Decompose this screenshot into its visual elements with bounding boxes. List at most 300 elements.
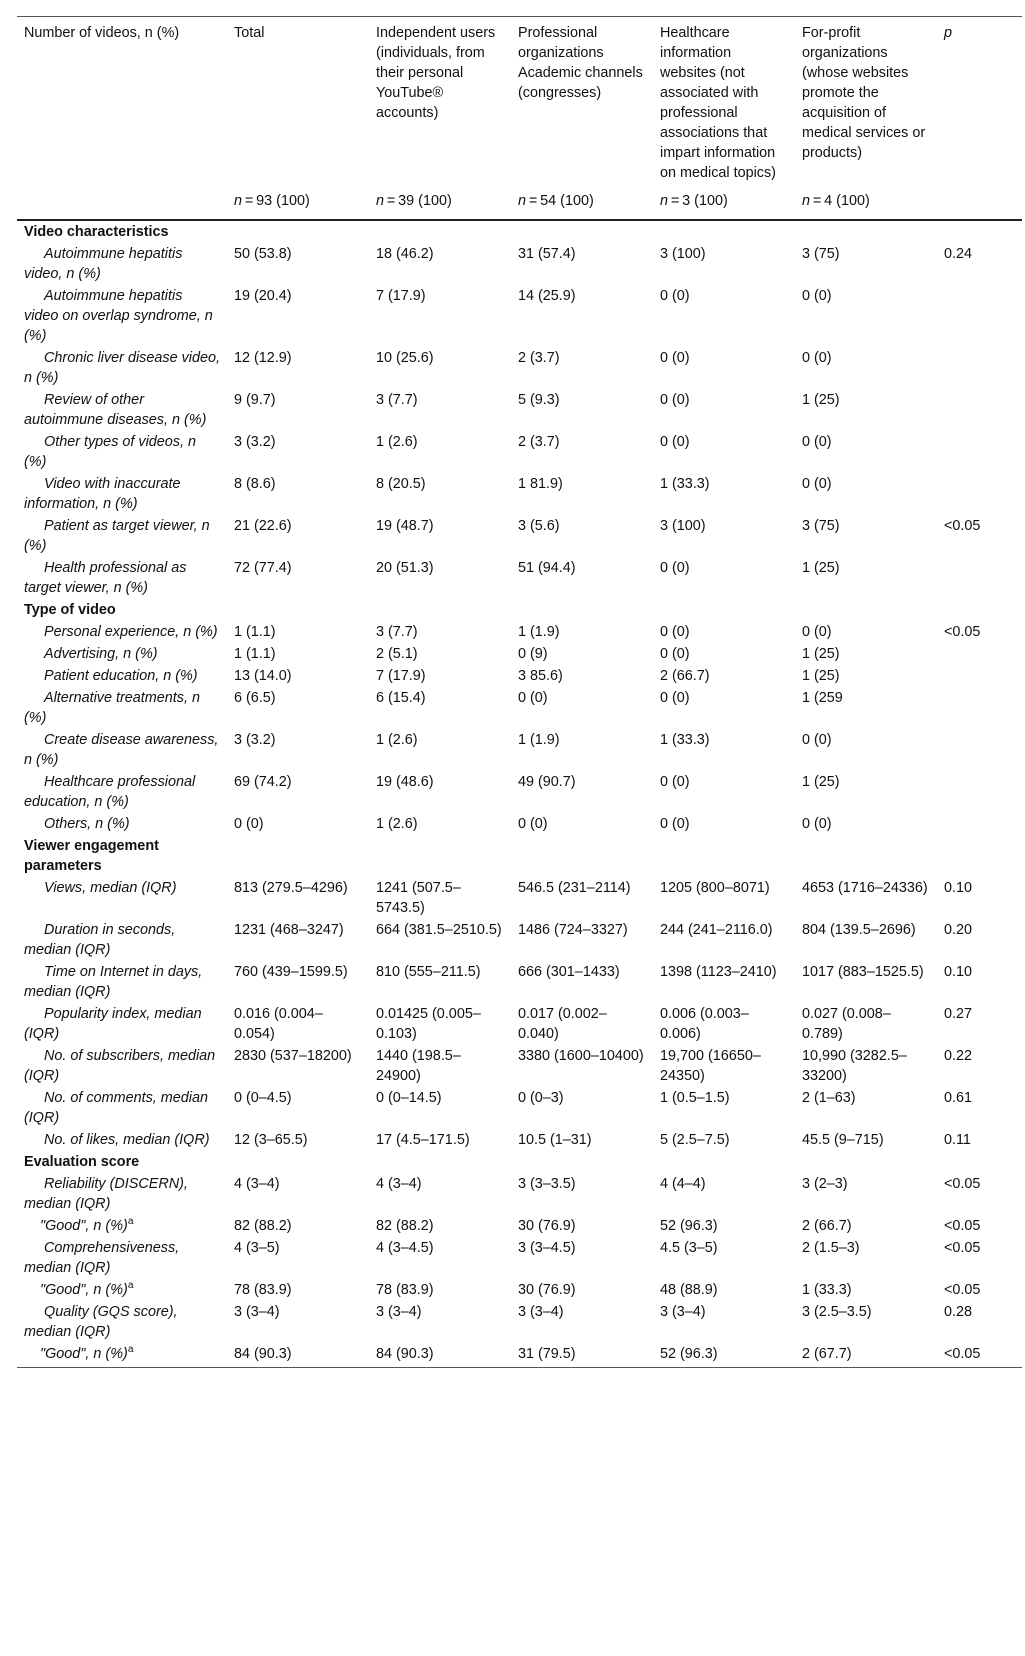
n-independent: n = 39 (100) bbox=[369, 190, 511, 220]
value-cell: 0 (0) bbox=[660, 392, 690, 408]
value-cell: 0.006 (0.003–0.006) bbox=[660, 1006, 749, 1042]
section-header-row bbox=[17, 1151, 1022, 1173]
value-cell: 78 (83.9) bbox=[376, 1282, 434, 1298]
footnote-marker: a bbox=[127, 1216, 134, 1228]
section-empty-cell bbox=[511, 220, 653, 243]
value-cell: 1231 (468–3247) bbox=[234, 922, 344, 938]
value-cell: 30 (76.9) bbox=[518, 1282, 576, 1298]
value-cell: 1 (25) bbox=[802, 560, 840, 576]
section-empty-cell bbox=[937, 220, 1022, 243]
sample-size-row bbox=[17, 190, 1022, 220]
value-cell: 19 (20.4) bbox=[234, 288, 292, 304]
value-cell: 0 (9) bbox=[518, 646, 548, 662]
p-value-cell: <0.05 bbox=[944, 1218, 981, 1234]
value-cell: 1440 (198.5–24900) bbox=[376, 1048, 461, 1084]
row-label bbox=[17, 665, 227, 687]
value-cell: 51 (94.4) bbox=[518, 560, 576, 576]
n-p-empty bbox=[937, 190, 1022, 220]
row-label bbox=[17, 285, 227, 347]
value-cell: 0.017 (0.002–0.040) bbox=[518, 1006, 607, 1042]
header-professional-organizations: Professional organizations Academic channels (congresses) bbox=[511, 17, 653, 191]
table-row bbox=[17, 1003, 1022, 1045]
table-row bbox=[17, 665, 1022, 687]
value-cell: 0 (0–3) bbox=[518, 1090, 564, 1106]
value-cell: 1 (0.5–1.5) bbox=[660, 1090, 730, 1106]
section-empty-cell bbox=[369, 835, 511, 877]
section-empty-cell bbox=[369, 1151, 511, 1173]
value-cell: 1241 (507.5–5743.5) bbox=[376, 880, 461, 916]
section-empty-cell bbox=[227, 599, 369, 621]
value-cell: 1486 (724–3327) bbox=[518, 922, 628, 938]
row-label bbox=[17, 1279, 227, 1301]
value-cell: 72 (77.4) bbox=[234, 560, 292, 576]
row-label bbox=[17, 1003, 227, 1045]
value-cell: 82 (88.2) bbox=[376, 1218, 434, 1234]
p-value-cell bbox=[937, 771, 1022, 813]
row-label bbox=[17, 515, 227, 557]
section-empty-cell bbox=[653, 220, 795, 243]
table-row bbox=[17, 1237, 1022, 1279]
value-cell: 1 (25) bbox=[802, 774, 840, 790]
row-label bbox=[17, 919, 227, 961]
table-row bbox=[17, 557, 1022, 599]
value-cell: 18 (46.2) bbox=[376, 246, 434, 262]
value-cell: 4.5 (3–5) bbox=[660, 1240, 718, 1256]
value-cell: 1 (2.6) bbox=[376, 732, 418, 748]
value-cell: 12 (12.9) bbox=[234, 350, 292, 366]
p-value-cell bbox=[937, 687, 1022, 729]
value-cell: 3 (3–4.5) bbox=[518, 1240, 576, 1256]
row-label bbox=[17, 473, 227, 515]
value-cell: 3 (5.6) bbox=[518, 518, 560, 534]
section-empty-cell bbox=[369, 220, 511, 243]
table-row bbox=[17, 515, 1022, 557]
value-cell: 6 (15.4) bbox=[376, 690, 426, 706]
value-cell: 1 (33.3) bbox=[802, 1282, 852, 1298]
n-healthcare: n = 3 (100) bbox=[653, 190, 795, 220]
n-professional: n = 54 (100) bbox=[511, 190, 653, 220]
section-empty-cell bbox=[795, 220, 937, 243]
table-row bbox=[17, 643, 1022, 665]
value-cell: 666 (301–1433) bbox=[518, 964, 620, 980]
section-title: Evaluation score bbox=[24, 1154, 140, 1170]
p-value-cell: <0.05 bbox=[937, 1343, 1022, 1368]
p-value-cell bbox=[937, 665, 1022, 687]
value-cell: 4 (3–5) bbox=[234, 1240, 280, 1256]
value-cell: 3 (75) bbox=[802, 518, 840, 534]
value-cell: 14 (25.9) bbox=[518, 288, 576, 304]
value-cell: 1205 (800–8071) bbox=[660, 880, 770, 896]
value-cell: 2 (3.7) bbox=[518, 434, 560, 450]
section-empty-cell bbox=[227, 220, 369, 243]
value-cell: 1 (25) bbox=[802, 668, 840, 684]
section-empty-cell bbox=[511, 835, 653, 877]
p-value-cell: 0.22 bbox=[944, 1048, 973, 1064]
value-cell: 3380 (1600–10400) bbox=[518, 1048, 644, 1064]
row-label-text: Chronic liver disease video, n (%) bbox=[24, 350, 220, 386]
value-cell: 2 (66.7) bbox=[802, 1218, 852, 1234]
section-empty-cell bbox=[227, 835, 369, 877]
row-label bbox=[17, 643, 227, 665]
value-cell: 3 85.6) bbox=[518, 668, 563, 684]
p-value-cell: 0.10 bbox=[944, 964, 973, 980]
value-cell: 0 (0) bbox=[660, 774, 690, 790]
footnote-marker: a bbox=[127, 1280, 134, 1292]
p-value-cell: 0.11 bbox=[944, 1132, 971, 1148]
section-empty-cell bbox=[511, 1151, 653, 1173]
value-cell: 2830 (537–18200) bbox=[234, 1048, 352, 1064]
row-label bbox=[17, 243, 227, 285]
value-cell: 3 (75) bbox=[802, 246, 840, 262]
value-cell: 1398 (1123–2410) bbox=[660, 964, 777, 980]
row-label-text: Time on Internet in days, median (IQR) bbox=[24, 964, 203, 1000]
value-cell: 78 (83.9) bbox=[234, 1282, 292, 1298]
value-cell: 2 (3.7) bbox=[518, 350, 560, 366]
value-cell: 19 (48.6) bbox=[376, 774, 434, 790]
value-cell: 0 (0) bbox=[660, 350, 690, 366]
row-label bbox=[17, 1301, 227, 1343]
p-value-cell bbox=[937, 473, 1022, 515]
header-healthcare-websites: Healthcare information websites (not associated with professional associations that impart information on medical topics) bbox=[653, 17, 795, 191]
value-cell: 48 (88.9) bbox=[660, 1282, 718, 1298]
value-cell: 0.016 (0.004–0.054) bbox=[234, 1006, 323, 1042]
section-title: Type of video bbox=[24, 602, 116, 618]
table-row bbox=[17, 1279, 1022, 1301]
row-label bbox=[17, 1173, 227, 1215]
p-value-cell: <0.05 bbox=[944, 624, 981, 640]
sample-size-label bbox=[17, 190, 227, 220]
section-header-row bbox=[17, 599, 1022, 621]
value-cell: 52 (96.3) bbox=[653, 1343, 795, 1368]
row-label bbox=[17, 1087, 227, 1129]
value-cell: 3 (7.7) bbox=[376, 624, 418, 640]
p-value-cell bbox=[937, 643, 1022, 665]
value-cell: 3 (3.2) bbox=[234, 732, 276, 748]
p-value-cell: 0.20 bbox=[944, 922, 973, 938]
p-value-cell: <0.05 bbox=[944, 1282, 981, 1298]
value-cell: 8 (20.5) bbox=[376, 476, 426, 492]
value-cell: 810 (555–211.5) bbox=[376, 964, 481, 980]
value-cell: 4 (3–4.5) bbox=[376, 1240, 434, 1256]
value-cell: 0 (0) bbox=[802, 288, 832, 304]
header-total: Total bbox=[227, 17, 369, 191]
table-row bbox=[17, 1087, 1022, 1129]
table-body bbox=[17, 220, 1022, 1368]
value-cell: 9 (9.7) bbox=[234, 392, 276, 408]
table-row bbox=[17, 729, 1022, 771]
value-cell: 813 (279.5–4296) bbox=[234, 880, 348, 896]
row-label-text: Others, n (%) bbox=[44, 816, 130, 832]
p-value-cell: <0.05 bbox=[944, 518, 981, 534]
value-cell: 664 (381.5–2510.5) bbox=[376, 922, 502, 938]
value-cell: 4 (3–4) bbox=[234, 1176, 280, 1192]
table-row bbox=[17, 961, 1022, 1003]
section-title: Video characteristics bbox=[24, 224, 169, 240]
section-empty-cell bbox=[795, 1151, 937, 1173]
p-value-cell: 0.24 bbox=[944, 246, 973, 262]
p-value-cell bbox=[937, 389, 1022, 431]
row-label-text: Autoimmune hepatitis video, n (%) bbox=[24, 246, 183, 282]
table-row bbox=[17, 347, 1022, 389]
value-cell: 31 (79.5) bbox=[511, 1343, 653, 1368]
value-cell: 5 (2.5–7.5) bbox=[660, 1132, 730, 1148]
value-cell: 0 (0) bbox=[660, 560, 690, 576]
value-cell: 244 (241–2116.0) bbox=[660, 922, 773, 938]
section-empty-cell bbox=[511, 599, 653, 621]
table-row bbox=[17, 1301, 1022, 1343]
table-row bbox=[17, 1045, 1022, 1087]
row-label-text: Duration in seconds, median (IQR) bbox=[24, 922, 176, 958]
value-cell: 17 (4.5–171.5) bbox=[376, 1132, 470, 1148]
p-value-cell: 0.28 bbox=[944, 1304, 973, 1320]
value-cell: 2 (66.7) bbox=[660, 668, 710, 684]
value-cell: 0 (0) bbox=[518, 816, 548, 832]
row-label bbox=[17, 621, 227, 643]
table-row bbox=[17, 285, 1022, 347]
value-cell: 1 (1.1) bbox=[234, 646, 276, 662]
value-cell: 1017 (883–1525.5) bbox=[802, 964, 924, 980]
value-cell: 2 (1.5–3) bbox=[802, 1240, 860, 1256]
value-cell: 7 (17.9) bbox=[376, 668, 426, 684]
value-cell: 3 (3–4) bbox=[376, 1304, 422, 1320]
section-empty-cell bbox=[937, 1151, 1022, 1173]
row-label bbox=[17, 1343, 227, 1368]
section-empty-cell bbox=[937, 835, 1022, 877]
row-label-text: Other types of videos, n (%) bbox=[24, 434, 196, 470]
value-cell: 19,700 (16650–24350) bbox=[660, 1048, 761, 1084]
value-cell: 1 (33.3) bbox=[660, 732, 710, 748]
value-cell: 1 (33.3) bbox=[660, 476, 710, 492]
value-cell: 10.5 (1–31) bbox=[518, 1132, 592, 1148]
value-cell: 1 (1.1) bbox=[234, 624, 276, 640]
value-cell: 2 (5.1) bbox=[376, 646, 418, 662]
row-label-text: Create disease awareness, n (%) bbox=[24, 732, 219, 768]
value-cell: 1 (2.6) bbox=[376, 434, 418, 450]
header-independent-users: Independent users (individuals, from their personal YouTube® accounts) bbox=[369, 17, 511, 191]
row-label bbox=[17, 813, 227, 835]
value-cell: 546.5 (231–2114) bbox=[518, 880, 631, 896]
header-number-of-videos: Number of videos, n (%) bbox=[17, 17, 227, 191]
video-analysis-table bbox=[17, 16, 1022, 1368]
value-cell: 0 (0) bbox=[660, 646, 690, 662]
row-label bbox=[17, 1215, 227, 1237]
header-for-profit: For-profit organizations (whose websites promote the acquisition of medical services or products) bbox=[795, 17, 937, 191]
p-value-cell bbox=[937, 729, 1022, 771]
section-empty-cell bbox=[795, 599, 937, 621]
row-label-text: Quality (GQS score), median (IQR) bbox=[24, 1304, 178, 1340]
value-cell: 19 (48.7) bbox=[376, 518, 434, 534]
row-label-text: Alternative treatments, n (%) bbox=[24, 690, 200, 726]
row-label-text: Personal experience, n (%) bbox=[44, 624, 218, 640]
value-cell: 0 (0) bbox=[660, 288, 690, 304]
value-cell: 3 (3–3.5) bbox=[518, 1176, 576, 1192]
row-label-text: Advertising, n (%) bbox=[44, 646, 158, 662]
table-row bbox=[17, 389, 1022, 431]
row-label bbox=[17, 961, 227, 1003]
row-label-text: Comprehensiveness, median (IQR) bbox=[24, 1240, 180, 1276]
table-row bbox=[17, 1173, 1022, 1215]
value-cell: 0 (0) bbox=[660, 690, 690, 706]
value-cell: 21 (22.6) bbox=[234, 518, 292, 534]
value-cell: 3 (3–4) bbox=[660, 1304, 706, 1320]
table-row bbox=[17, 243, 1022, 285]
value-cell: 3 (3.2) bbox=[234, 434, 276, 450]
p-value-cell bbox=[937, 813, 1022, 835]
value-cell: 13 (14.0) bbox=[234, 668, 292, 684]
row-label bbox=[17, 687, 227, 729]
table-row bbox=[17, 431, 1022, 473]
value-cell: 31 (57.4) bbox=[518, 246, 576, 262]
value-cell: 20 (51.3) bbox=[376, 560, 434, 576]
section-empty-cell bbox=[369, 599, 511, 621]
table-row bbox=[17, 687, 1022, 729]
value-cell: 12 (3–65.5) bbox=[234, 1132, 308, 1148]
value-cell: 1 (25) bbox=[802, 392, 840, 408]
row-label bbox=[17, 1129, 227, 1151]
value-cell: 10 (25.6) bbox=[376, 350, 434, 366]
p-value-cell: <0.05 bbox=[944, 1240, 981, 1256]
table-row bbox=[17, 919, 1022, 961]
value-cell: 3 (3–4) bbox=[518, 1304, 564, 1320]
row-label-text: Reliability (DISCERN), median (IQR) bbox=[24, 1176, 188, 1212]
row-label bbox=[17, 771, 227, 813]
table-row bbox=[17, 1343, 1022, 1368]
footnote-marker: a bbox=[127, 1344, 134, 1356]
value-cell: 1 (2.6) bbox=[376, 816, 418, 832]
value-cell: 4 (4–4) bbox=[660, 1176, 706, 1192]
section-empty-cell bbox=[653, 1151, 795, 1173]
value-cell: 2 (1–63) bbox=[802, 1090, 856, 1106]
table-row bbox=[17, 473, 1022, 515]
row-label-text: Popularity index, median (IQR) bbox=[24, 1006, 202, 1042]
value-cell: 30 (76.9) bbox=[518, 1218, 576, 1234]
p-value-cell bbox=[937, 557, 1022, 599]
table-container bbox=[17, 16, 1022, 1368]
row-label bbox=[17, 877, 227, 919]
row-label bbox=[17, 557, 227, 599]
header-row bbox=[17, 17, 1022, 191]
value-cell: 3 (2.5–3.5) bbox=[802, 1304, 872, 1320]
value-cell: 0 (0) bbox=[802, 476, 832, 492]
value-cell: 0 (0–14.5) bbox=[376, 1090, 442, 1106]
row-label bbox=[17, 1045, 227, 1087]
value-cell: 0 (0) bbox=[802, 816, 832, 832]
row-label-text: Patient education, n (%) bbox=[44, 668, 198, 684]
p-value-cell bbox=[937, 431, 1022, 473]
row-label bbox=[17, 389, 227, 431]
section-empty-cell bbox=[653, 835, 795, 877]
value-cell: 49 (90.7) bbox=[518, 774, 576, 790]
section-empty-cell bbox=[795, 835, 937, 877]
value-cell: 84 (90.3) bbox=[227, 1343, 369, 1368]
value-cell: 1 81.9) bbox=[518, 476, 563, 492]
value-cell: 1 (1.9) bbox=[518, 732, 560, 748]
value-cell: 3 (7.7) bbox=[376, 392, 418, 408]
value-cell: 1 (1.9) bbox=[518, 624, 560, 640]
p-value-cell bbox=[937, 285, 1022, 347]
value-cell: 0 (0) bbox=[518, 690, 548, 706]
value-cell: 1 (259 bbox=[802, 690, 843, 706]
value-cell: 760 (439–1599.5) bbox=[234, 964, 348, 980]
value-cell: 4 (3–4) bbox=[376, 1176, 422, 1192]
table-row bbox=[17, 1129, 1022, 1151]
p-value-cell bbox=[937, 347, 1022, 389]
n-total: n = 93 (100) bbox=[227, 190, 369, 220]
value-cell: 0 (0) bbox=[660, 816, 690, 832]
row-label-text: Healthcare professional education, n (%) bbox=[24, 774, 196, 810]
table-header bbox=[17, 17, 1022, 221]
value-cell: 0 (0) bbox=[234, 816, 264, 832]
table-row bbox=[17, 813, 1022, 835]
p-value-cell: <0.05 bbox=[944, 1176, 981, 1192]
row-label bbox=[17, 347, 227, 389]
value-cell: 0.01425 (0.005–0.103) bbox=[376, 1006, 481, 1042]
section-title: Viewer engagement parameters bbox=[24, 838, 159, 874]
n-for-profit: n = 4 (100) bbox=[795, 190, 937, 220]
section-empty-cell bbox=[937, 599, 1022, 621]
value-cell: 0 (0) bbox=[660, 624, 690, 640]
row-label-text: "Good", n (%) bbox=[40, 1346, 128, 1362]
header-p-value: p bbox=[937, 17, 1022, 191]
value-cell: 50 (53.8) bbox=[234, 246, 292, 262]
p-value-cell: 0.10 bbox=[944, 880, 973, 896]
row-label-text: Review of other autoimmune diseases, n (%) bbox=[24, 392, 207, 428]
value-cell: 804 (139.5–2696) bbox=[802, 922, 916, 938]
row-label-text: "Good", n (%) bbox=[40, 1218, 128, 1234]
row-label-text: Views, median (IQR) bbox=[44, 880, 177, 896]
row-label-text: Patient as target viewer, n (%) bbox=[24, 518, 210, 554]
value-cell: 3 (100) bbox=[660, 246, 706, 262]
value-cell: 3 (2–3) bbox=[802, 1176, 848, 1192]
row-label-text: Video with inaccurate information, n (%) bbox=[24, 476, 181, 512]
value-cell: 84 (90.3) bbox=[369, 1343, 511, 1368]
row-label-text: No. of comments, median (IQR) bbox=[24, 1090, 208, 1126]
value-cell: 0 (0) bbox=[802, 434, 832, 450]
section-empty-cell bbox=[227, 1151, 369, 1173]
p-value-cell: 0.27 bbox=[944, 1006, 973, 1022]
value-cell: 0 (0) bbox=[802, 732, 832, 748]
value-cell: 0 (0–4.5) bbox=[234, 1090, 292, 1106]
value-cell: 2 (67.7) bbox=[795, 1343, 937, 1368]
value-cell: 0 (0) bbox=[802, 624, 832, 640]
section-header-row bbox=[17, 220, 1022, 243]
table-row bbox=[17, 621, 1022, 643]
row-label bbox=[17, 1237, 227, 1279]
value-cell: 82 (88.2) bbox=[234, 1218, 292, 1234]
row-label bbox=[17, 431, 227, 473]
p-value-cell: 0.61 bbox=[944, 1090, 973, 1106]
value-cell: 69 (74.2) bbox=[234, 774, 292, 790]
row-label-text: Autoimmune hepatitis video on overlap syndrome, n (%) bbox=[24, 288, 213, 344]
value-cell: 6 (6.5) bbox=[234, 690, 276, 706]
row-label-text: No. of subscribers, median (IQR) bbox=[24, 1048, 216, 1084]
row-label-text: No. of likes, median (IQR) bbox=[44, 1132, 210, 1148]
value-cell: 5 (9.3) bbox=[518, 392, 560, 408]
value-cell: 1 (25) bbox=[802, 646, 840, 662]
table-row bbox=[17, 771, 1022, 813]
value-cell: 7 (17.9) bbox=[376, 288, 426, 304]
value-cell: 3 (100) bbox=[660, 518, 706, 534]
value-cell: 10,990 (3282.5–33200) bbox=[802, 1048, 907, 1084]
section-empty-cell bbox=[653, 599, 795, 621]
value-cell: 0 (0) bbox=[660, 434, 690, 450]
value-cell: 8 (8.6) bbox=[234, 476, 276, 492]
row-label bbox=[17, 729, 227, 771]
table-row bbox=[17, 1215, 1022, 1237]
section-header-row bbox=[17, 835, 1022, 877]
value-cell: 45.5 (9–715) bbox=[802, 1132, 884, 1148]
table-row bbox=[17, 877, 1022, 919]
